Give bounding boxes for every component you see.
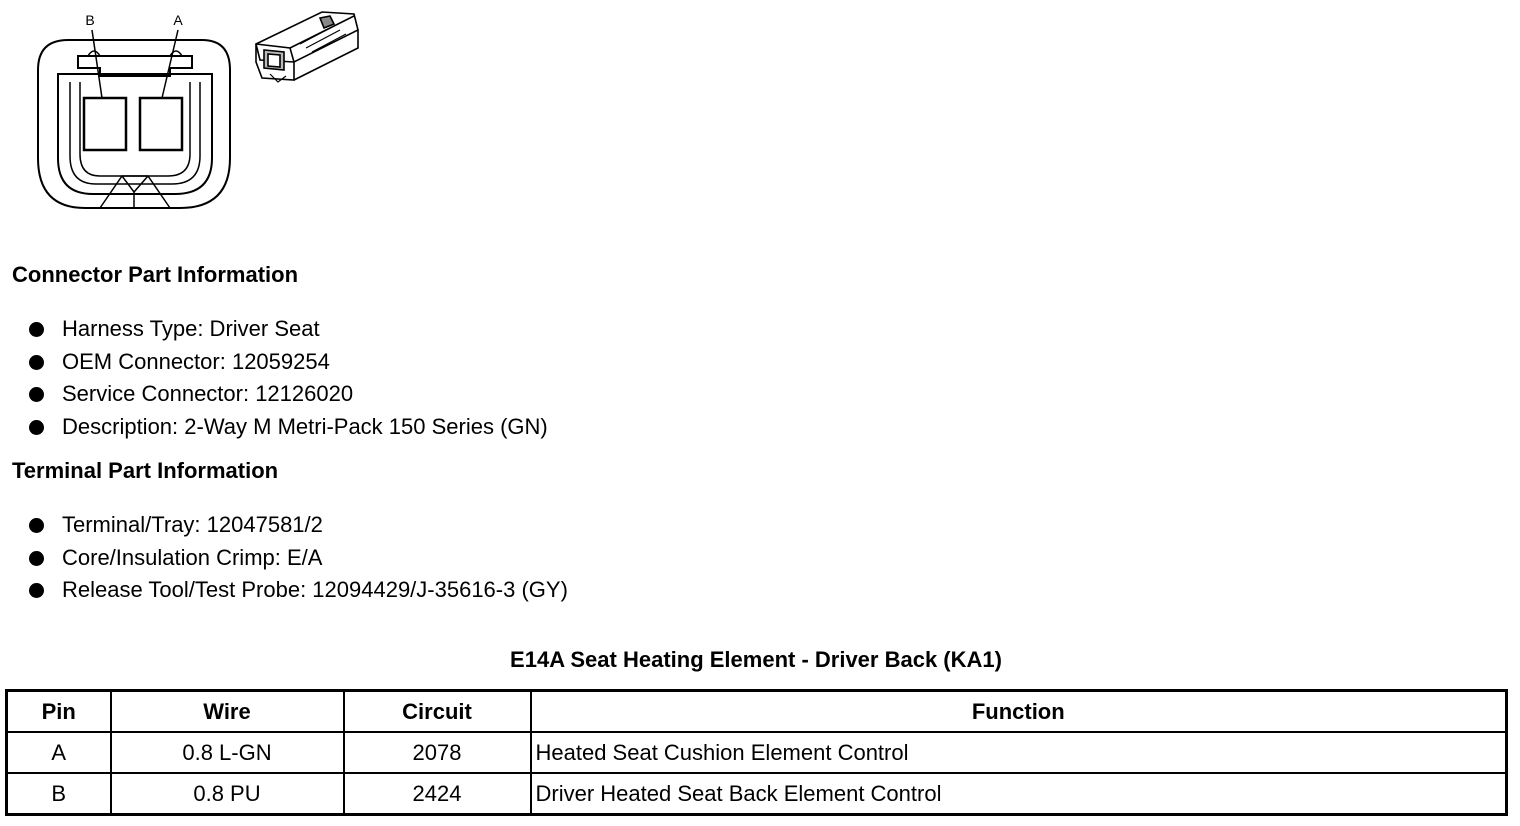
bullet-icon [29, 583, 44, 598]
pin-label-a: A [173, 12, 183, 28]
cavity-b [84, 98, 126, 150]
table-row [7, 732, 1507, 773]
cell-pin: B [7, 773, 111, 815]
cell-pin: A [7, 732, 111, 773]
list-item [28, 574, 568, 607]
crimp-text: Core/Insulation Crimp: E/A [62, 544, 323, 570]
description-text: Description: 2-Way M Metri-Pack 150 Series (GN) [62, 414, 548, 440]
connector-face-diagram [30, 8, 240, 213]
header-circuit: Circuit [344, 691, 531, 733]
terminal-part-info-heading: Terminal Part Information [12, 458, 279, 483]
harness-type-text: Harness Type: Driver Seat [62, 316, 320, 341]
bullet-icon [29, 387, 44, 402]
cell-function: Heated Seat Cushion Element Control [531, 732, 1507, 773]
cell-wire: 0.8 L-GN [111, 732, 344, 773]
bullet-icon [29, 518, 44, 533]
pinout-table [5, 689, 1508, 816]
terminal-tray-text: Terminal/Tray: 12047581/2 [62, 512, 323, 537]
connector-outer-housing [38, 40, 230, 208]
table-row [7, 773, 1507, 815]
connector-part-info-list [28, 313, 548, 444]
connector-part-info-heading: Connector Part Information [12, 262, 299, 287]
service-connector-text: Service Connector: 12126020 [62, 381, 354, 407]
cell-circuit: 2078 [344, 732, 531, 773]
header-wire: Wire [111, 691, 344, 733]
bullet-icon [29, 420, 44, 435]
list-item [28, 313, 548, 346]
cavity-a [140, 98, 182, 150]
cell-function: Driver Heated Seat Back Element Control [531, 773, 1507, 815]
header-function: Function [531, 691, 1507, 733]
cell-circuit: 2424 [344, 773, 531, 815]
bullet-icon [29, 355, 44, 370]
list-item [28, 411, 548, 444]
cell-wire: 0.8 PU [111, 773, 344, 815]
connector-key [100, 176, 170, 208]
header-pin: Pin [7, 691, 111, 733]
table-header-row [7, 691, 1507, 733]
list-item [28, 509, 568, 542]
oem-connector-text: OEM Connector: 12059254 [62, 348, 330, 374]
pin-label-b: B [85, 12, 95, 28]
table-title: E14A Seat Heating Element - Driver Back (KA1) [510, 647, 1002, 672]
list-item [28, 378, 548, 411]
bullet-icon [29, 322, 44, 337]
list-item [28, 346, 548, 379]
connector-3d-illustration [250, 4, 362, 86]
release-tool-text: Release Tool/Test Probe: 12094429/J-35616-3 (GY) [62, 577, 568, 603]
list-item [28, 542, 568, 575]
terminal-part-info-list [28, 509, 568, 607]
bullet-icon [29, 551, 44, 566]
